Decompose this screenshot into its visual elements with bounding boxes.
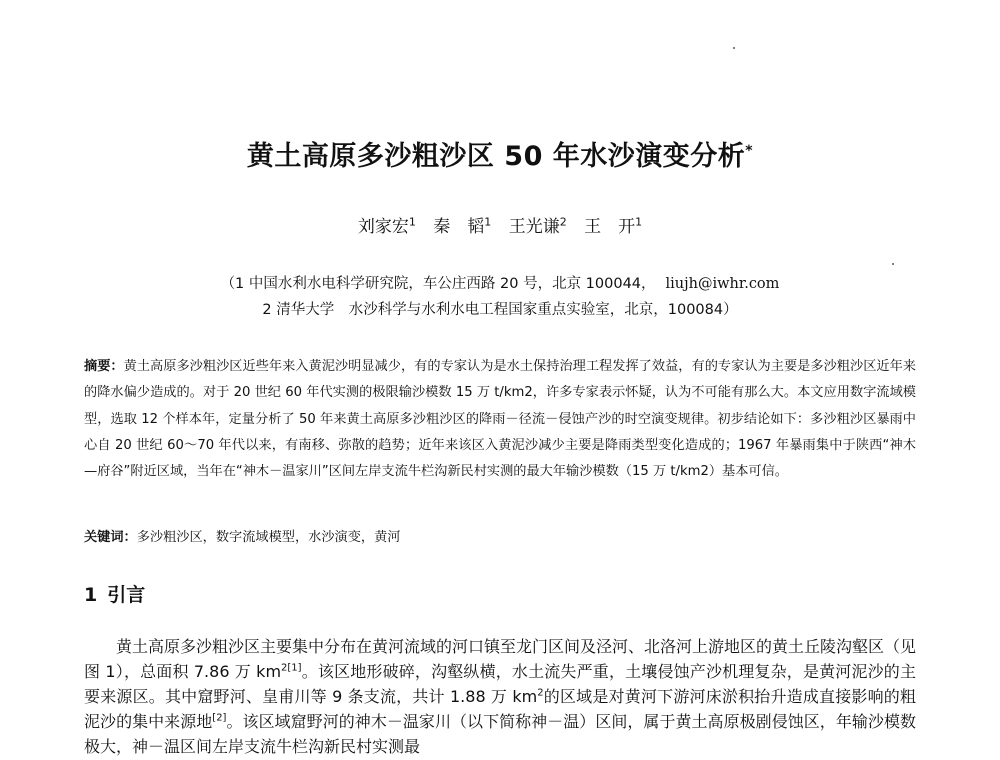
author-affiliation-mark: 2 xyxy=(559,215,567,229)
body-text: 。该区域窟野河的神木－温家川（以下简称神－温）区间，属于黄土高原极剧侵蚀区，年输沙模数极大，神－温区间左岸支流牛栏沟新民村实测最 xyxy=(84,712,916,756)
keywords xyxy=(84,526,916,545)
paper-title xyxy=(0,134,1000,173)
author-name: 王光谦 xyxy=(508,217,560,237)
author-list xyxy=(0,212,1000,237)
abstract xyxy=(84,354,916,485)
body-text: 的区域是对黄河下游河床淤积抬升造成直接影响的粗泥沙的集中来源地 xyxy=(84,687,916,731)
author-affiliation-mark: 1 xyxy=(484,215,492,229)
author-email[interactable]: liujh@iwhr.com xyxy=(665,276,780,292)
citation-mark[interactable]: [2] xyxy=(212,712,227,724)
author-affiliation-mark: 1 xyxy=(635,215,643,229)
abstract-label: 摘要： xyxy=(84,359,124,374)
scan-speck xyxy=(892,263,894,265)
author xyxy=(358,217,416,237)
author-affiliation-mark: 1 xyxy=(408,215,416,229)
author xyxy=(584,217,642,237)
affiliation-2: 2 清华大学 水沙科学与水利水电工程国家重点实验室，北京，100084） xyxy=(262,302,738,318)
author xyxy=(509,217,567,237)
keywords-label: 关键词： xyxy=(84,530,137,545)
author-name: 王 开 xyxy=(584,217,636,237)
section-number: 1 xyxy=(84,584,98,606)
affiliation-1 xyxy=(0,272,1000,293)
abstract-text: 黄土高原多沙粗沙区近些年来入黄泥沙明显减少，有的专家认为是水土保持治理工程发挥了效益，有的专家认为主要是多沙粗沙区近年来的降水偏少造成的。对于 20 世纪 60 年代实测的极限输沙模数 15 万 t/km2，许多专家表示怀疑，认为不可能有那么大。本文应用数字流域模型，选取 12 个样本年，定量分析了 50 年来黄土高原多沙粗沙区的降雨－径流－侵蚀产沙的时空演变规律。初步结论如下：多沙粗沙区暴雨中心自 20 世纪 60～70 年代以来，有南移、弥散的趋势；近年来该区入黄泥沙减少主要是降雨类型变化造成的；1967 年暴雨集中于陕西“神木—府谷”附近区域，当年在“神木－温家川”区间左岸支流牛栏沟新民村实测的最大年输沙模数（15 万 t/km2）基本可信。 xyxy=(84,359,916,480)
body-text: 黄土高原多沙粗沙区主要集中分布在黄河流域的河口镇至龙门区间及泾河、北洛河上游地区的黄土丘陵沟壑区（见图 1），总面积 7.86 万 km xyxy=(84,637,917,681)
title-footnote-mark: * xyxy=(745,143,754,159)
title-text: 黄土高原多沙粗沙区 50 年水沙演变分析 xyxy=(246,141,746,172)
body-superscript: 2[1] xyxy=(281,662,302,674)
keywords-text: 多沙粗沙区，数字流域模型，水沙演变，黄河 xyxy=(136,530,401,545)
author-name: 刘家宏 xyxy=(357,217,409,237)
scan-speck xyxy=(733,47,735,49)
author xyxy=(433,217,491,237)
affiliation-1-text: （1 中国水利水电科学研究院，车公庄西路 20 号，北京 100044， xyxy=(220,276,656,292)
body-text: 。该区地形破碎，沟壑纵横，水土流失严重，土壤侵蚀产沙机理复杂，是黄河泥沙的主要来源区。其中窟野河、皇甫川等 9 条支流，共计 1.88 万 km xyxy=(84,662,916,706)
body-paragraph xyxy=(84,634,916,759)
body-superscript: 2 xyxy=(537,687,544,699)
section-heading xyxy=(84,580,145,607)
author-name: 秦 韬 xyxy=(433,217,485,237)
section-title: 引言 xyxy=(107,584,146,606)
